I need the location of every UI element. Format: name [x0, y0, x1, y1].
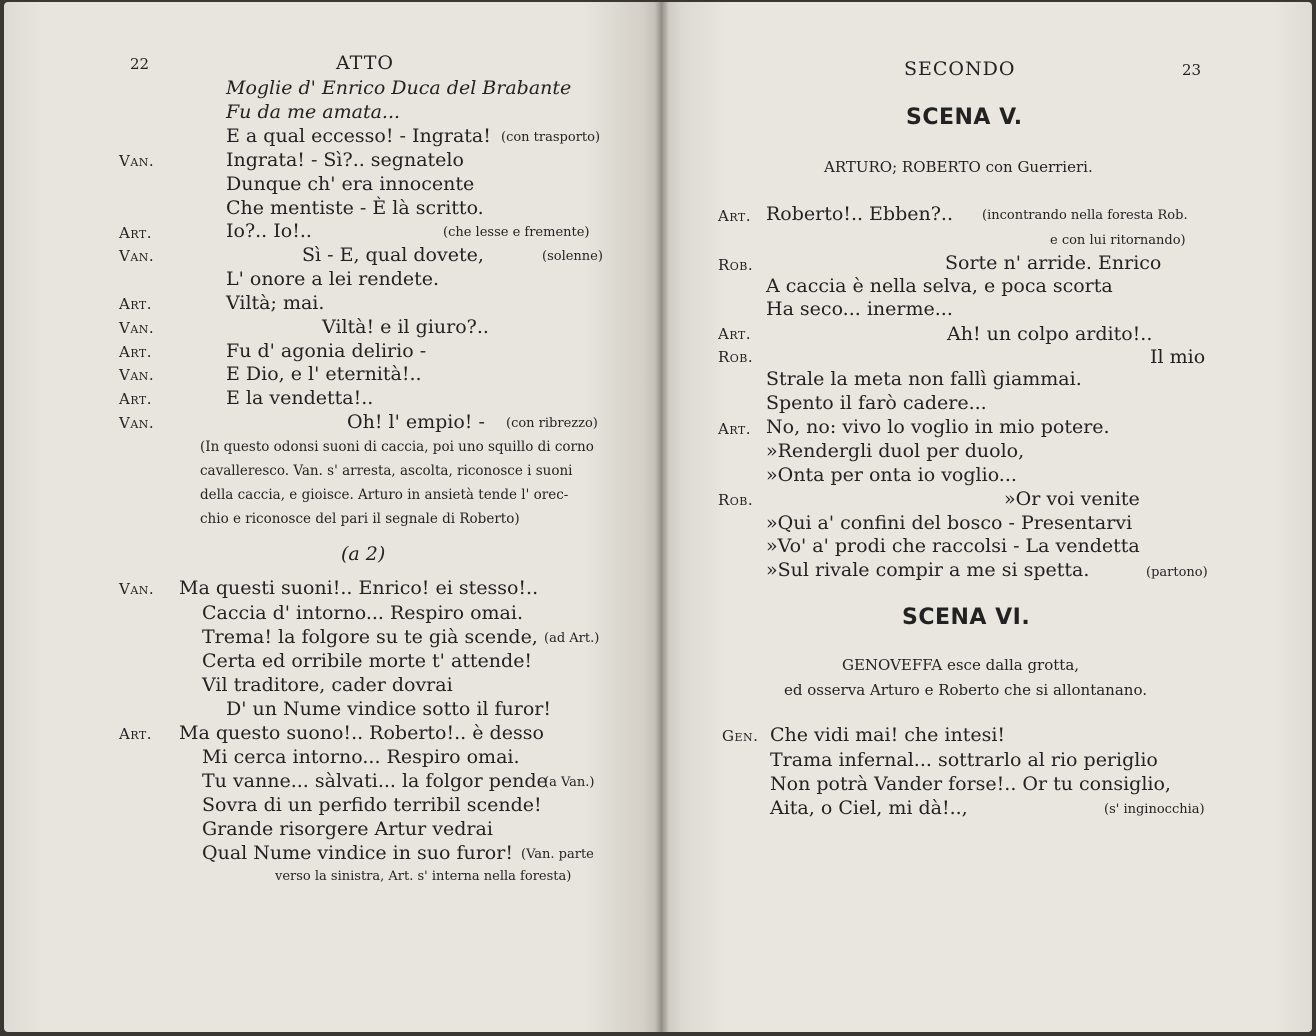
verse-line: Ah! un colpo ardito!..: [947, 323, 1153, 345]
verse-line: Trama infernal... sottrarlo al rio periglio: [770, 749, 1158, 771]
verse-line: Trema! la folgore su te già scende,: [202, 626, 538, 648]
speaker-label: Van.: [119, 366, 155, 384]
speaker-label: Van.: [119, 247, 155, 265]
right-page: [662, 2, 1312, 1032]
verse-line: Dunque ch' era innocente: [226, 173, 475, 195]
verse-line: »Qui a' confini del bosco - Presentarvi: [766, 512, 1133, 534]
verse-line: L' onore a lei rendete.: [226, 268, 440, 290]
verse-line: Fu da me amata...: [226, 101, 401, 123]
verse-line: A caccia è nella selva, e poca scorta: [766, 275, 1113, 297]
speaker-label: Art.: [718, 207, 752, 225]
verse-line: No, no: vivo lo voglio in mio potere.: [766, 416, 1110, 438]
verse-line: Tu vanne... sàlvati... la folgor pende: [202, 770, 548, 792]
verse-line: Grande risorgere Artur vedrai: [202, 818, 493, 840]
speaker-label: Art.: [119, 343, 153, 361]
stage-direction-line: (In questo odonsi suoni di caccia, poi uno squillo di corno: [200, 439, 594, 455]
verse-line: Vil traditore, cader dovrai: [202, 674, 453, 696]
stage-note: (partono): [1146, 565, 1208, 580]
scene-characters: ARTURO; ROBERTO con Guerrieri.: [824, 158, 1093, 176]
stage-note: (solenne): [542, 249, 603, 264]
stage-note: (incontrando nella foresta Rob.: [982, 208, 1188, 223]
speaker-label: Gen.: [722, 727, 759, 745]
verse-line: Oh! l' empio! -: [347, 411, 485, 433]
verse-line: Che vidi mai! che intesi!: [770, 724, 1006, 746]
verse-line: Strale la meta non fallì giammai.: [766, 368, 1082, 390]
verse-line: Sorte n' arride. Enrico: [945, 252, 1162, 274]
verse-line: E a qual eccesso! - Ingrata!: [226, 125, 491, 147]
verse-line: Ma questi suoni!.. Enrico! ei stesso!..: [179, 577, 539, 599]
stage-direction-line: chio e riconosce del pari il segnale di Roberto): [200, 511, 520, 527]
speaker-label: Van.: [119, 152, 155, 170]
verse-line: Ingrata! - Sì?.. segnatelo: [226, 149, 464, 171]
verse-line: Viltà! e il giuro?..: [322, 316, 489, 338]
verse-line: »Onta per onta io voglio...: [766, 464, 1017, 486]
stage-note: (Van. parte: [521, 847, 594, 862]
verse-line: »Vo' a' prodi che raccolsi - La vendetta: [766, 535, 1140, 557]
speaker-label: Art.: [119, 725, 153, 743]
scene-characters: GENOVEFFA esce dalla grotta,: [842, 656, 1080, 674]
verse-line: Roberto!.. Ebben?..: [766, 203, 954, 225]
verse-line: Aita, o Ciel, mi dà!..,: [770, 797, 968, 819]
stage-note: e con lui ritornando): [1050, 233, 1186, 248]
verse-line: Viltà; mai.: [226, 292, 325, 314]
verse-line: Caccia d' intorno... Respiro omai.: [202, 602, 523, 624]
scene-characters: ed osserva Arturo e Roberto che si allontanano.: [784, 681, 1147, 699]
verse-line: Spento il farò cadere...: [766, 392, 987, 414]
verse-line: Ma questo suono!.. Roberto!.. è desso: [179, 722, 544, 744]
verse-line: »Sul rivale compir a me si spetta.: [766, 559, 1090, 581]
stage-note: (con ribrezzo): [506, 416, 598, 431]
stage-note: (a Van.): [544, 775, 595, 790]
verse-line: Mi cerca intorno... Respiro omai.: [202, 746, 520, 768]
verse-line: Ha seco... inerme...: [766, 298, 953, 320]
verse-line: E Dio, e l' eternità!..: [226, 363, 422, 385]
verse-line: Sovra di un perfido terribil scende!: [202, 794, 542, 816]
stage-note: (che lesse e fremente): [443, 225, 590, 240]
verse-line: Qual Nume vindice in suo furor!: [202, 842, 513, 864]
speaker-label: Van.: [119, 414, 155, 432]
scene-title: SCENA V.: [906, 105, 1023, 130]
running-head: ATTO: [336, 52, 394, 74]
verse-line: Moglie d' Enrico Duca del Brabante: [226, 77, 572, 99]
left-page: [4, 2, 662, 1032]
stage-direction-line: della caccia, e gioisce. Arturo in ansietà tende l' orec-: [200, 487, 569, 503]
stage-direction-line: cavalleresco. Van. s' arresta, ascolta, riconosce i suoni: [200, 463, 573, 479]
speaker-label: Art.: [119, 224, 153, 242]
book-gutter: [655, 0, 669, 1036]
verse-line: D' un Nume vindice sotto il furor!: [226, 698, 552, 720]
speaker-label: Van.: [119, 319, 155, 337]
speaker-label: Rob.: [718, 348, 754, 366]
speaker-label: Van.: [119, 580, 155, 598]
stage-note: (con trasporto): [501, 130, 601, 145]
verse-line: Il mio: [1150, 346, 1206, 368]
speaker-label: Rob.: [718, 491, 754, 509]
scene-title: SCENA VI.: [902, 605, 1031, 630]
speaker-label: Art.: [718, 325, 752, 343]
speaker-label: Art.: [119, 295, 153, 313]
page-number: 23: [1182, 61, 1202, 79]
stage-note: verso la sinistra, Art. s' interna nella foresta): [275, 869, 572, 884]
verse-line: Certa ed orribile morte t' attende!: [202, 650, 533, 672]
verse-line: Che mentiste - È là scritto.: [226, 197, 484, 219]
verse-line: Non potrà Vander forse!.. Or tu consiglio,: [770, 773, 1171, 795]
stage-note: (ad Art.): [544, 631, 600, 646]
running-head: SECONDO: [904, 58, 1016, 80]
speaker-label: Rob.: [718, 256, 754, 274]
verse-line: Fu d' agonia delirio -: [226, 340, 427, 362]
speaker-label: Art.: [119, 390, 153, 408]
speaker-label: Art.: [718, 420, 752, 438]
verse-line: Sì - E, qual dovete,: [302, 244, 484, 266]
verse-line: E la vendetta!..: [226, 387, 374, 409]
verse-line: »Or voi venite: [1004, 488, 1140, 510]
verse-line: »Rendergli duol per duolo,: [766, 440, 1025, 462]
a-due-marker: (a 2): [341, 543, 386, 565]
verse-line: Io?.. Io!..: [226, 220, 312, 242]
page-number: 22: [130, 55, 150, 73]
stage-note: (s' inginocchia): [1104, 802, 1205, 817]
